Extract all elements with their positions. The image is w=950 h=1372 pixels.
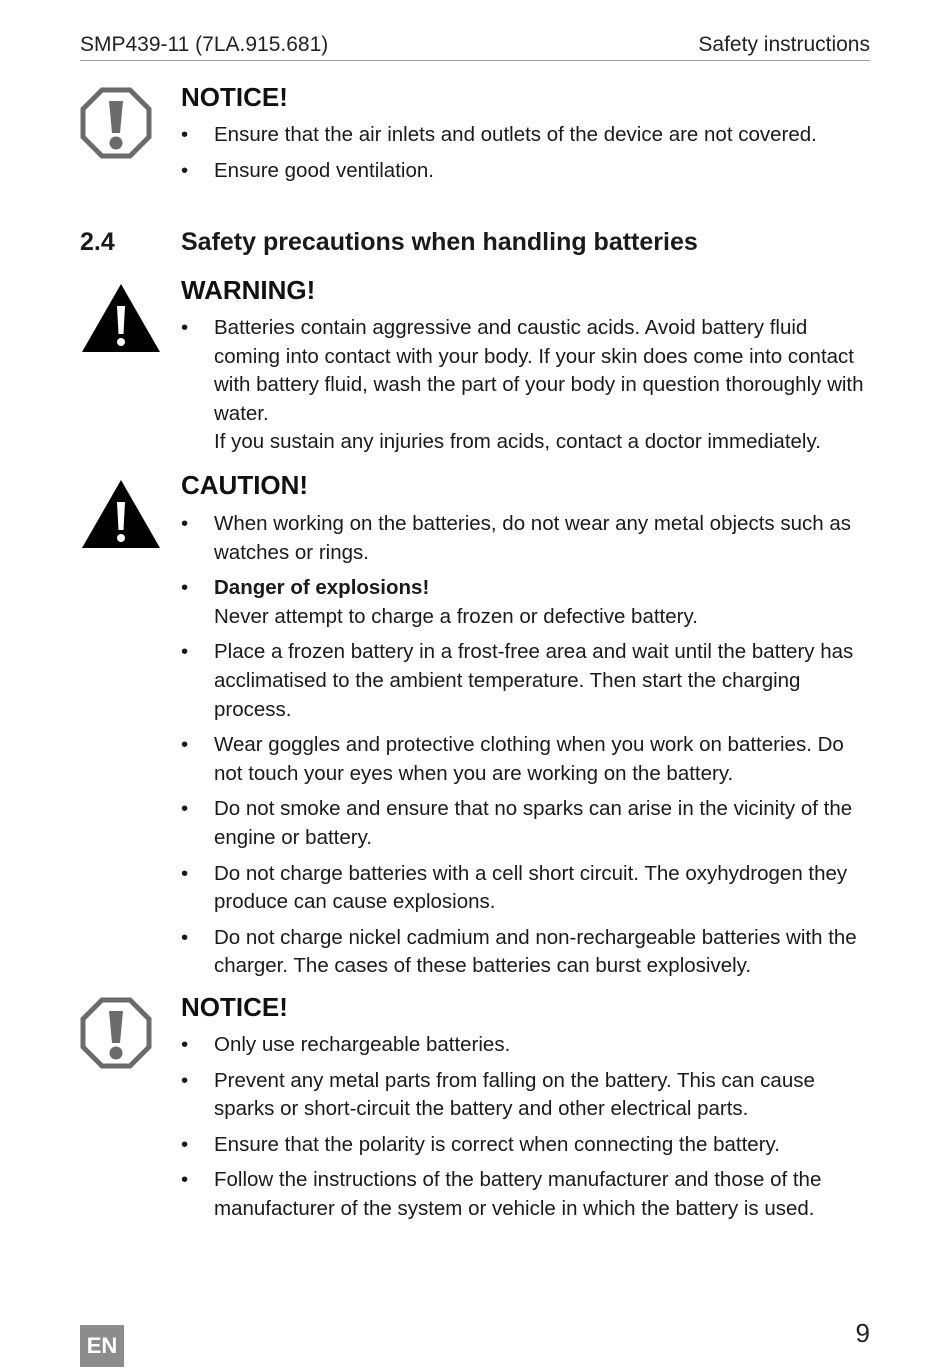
language-tab: EN <box>80 1325 124 1367</box>
notice-list <box>181 121 871 192</box>
list-item: • Do not smoke and ensure that no sparks can arise in the vicinity of the engine or battery. <box>181 797 853 849</box>
page-number: 9 <box>855 1318 870 1348</box>
warning-list <box>181 314 871 464</box>
caution-list <box>181 510 871 988</box>
list-item: • Wear goggles and protective clothing when you work on batteries. Do not touch your eyes when you are working on the battery. <box>181 733 844 785</box>
section-title: Safety precautions when handling batteries <box>181 228 698 256</box>
list-item: • Only use rechargeable batteries. <box>181 1033 511 1056</box>
page-header <box>80 30 870 61</box>
notice-octagon-icon <box>80 997 152 1069</box>
list-item: • Do not charge batteries with a cell short circuit. The oxyhydrogen they produce can cause explosions. <box>181 861 848 914</box>
warning-triangle-icon <box>80 478 162 550</box>
caution-heading: CAUTION! <box>181 470 309 500</box>
list-item: • Ensure good ventilation. <box>181 158 434 182</box>
list-item: • Do not charge nickel cadmium and non-rechargeable batteries with the charger. The cases of these batteries can burst explosively. <box>181 925 857 978</box>
list-item: • Danger of explosions! Never attempt to charge a frozen or defective battery. <box>181 576 698 628</box>
notice-list <box>181 1031 871 1231</box>
chapter-title: Safety instructions <box>698 33 870 56</box>
list-item: • When working on the batteries, do not wear any metal objects such as watches or rings. <box>181 512 851 564</box>
notice-octagon-icon <box>80 87 152 159</box>
list-item: • Follow the instructions of the battery manufacturer and those of the manufacturer of the system or vehicle in which the battery is used. <box>181 1168 822 1220</box>
notice-heading: NOTICE! <box>181 82 288 112</box>
list-item: • Ensure that the air inlets and outlets of the device are not covered. <box>181 123 817 146</box>
warning-heading: WARNING! <box>181 275 316 305</box>
warning-triangle-icon <box>80 282 162 354</box>
document-id: SMP439-11 (7LA.915.681) <box>80 33 329 56</box>
list-item: • Place a frozen battery in a frost-free area and wait until the battery has acclimatised to the ambient temperature. Then start the charging process. <box>181 640 854 721</box>
list-item: • Prevent any metal parts from falling on the battery. This can cause sparks or short-circuit the battery and other electrical parts. <box>181 1068 815 1121</box>
list-item: • Ensure that the polarity is correct when connecting the battery. <box>181 1132 780 1156</box>
list-item: • Batteries contain aggressive and caustic acids. Avoid battery fluid coming into contact with your body. If your skin does come into contact with battery fluid, wash the part of your body in question thoroughly with water. If you sustain any injuries from acids, contact a doctor immediately. <box>181 316 864 454</box>
section-number: 2.4 <box>80 228 115 256</box>
notice-heading: NOTICE! <box>181 992 288 1022</box>
